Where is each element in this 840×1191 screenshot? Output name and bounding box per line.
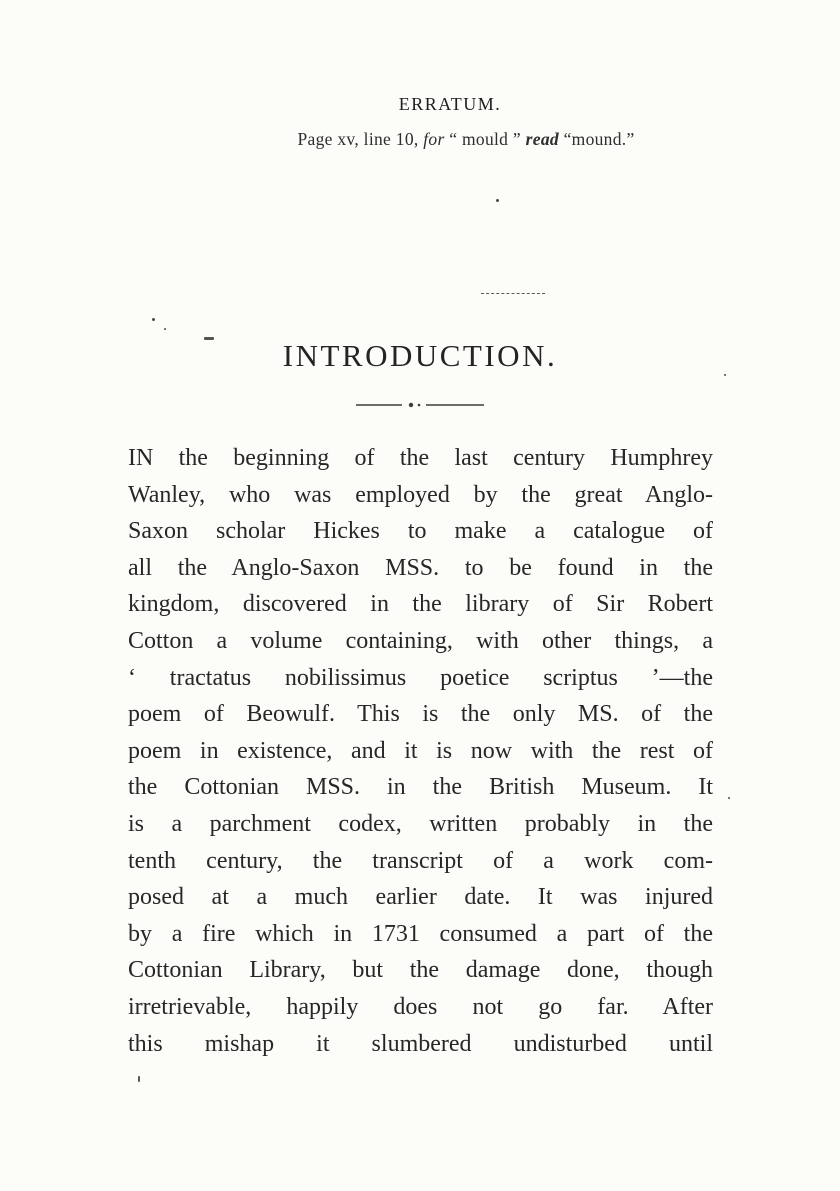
erratum-note-text-2: “ mould ” (444, 129, 526, 149)
scan-artifact (728, 797, 730, 799)
text-line: Cotton a volume containing, with other things, a (128, 627, 713, 654)
erratum-note-text-3: “mound.” (558, 129, 635, 149)
text-line: the Cottonian MSS. in the British Museum. It (128, 774, 713, 801)
scan-artifact (204, 337, 214, 340)
text-line: ‘ tractatus nobilissimus poetice scriptus ’—the (128, 664, 713, 691)
erratum-note-text-1: Page xv, line 10, (297, 129, 424, 149)
text-line: all the Anglo-Saxon MSS. to be found in the (128, 554, 713, 581)
ornament-rule-icon (354, 399, 486, 411)
text-line: poem in existence, and it is now with the rest of (128, 737, 713, 764)
text-line: Wanley, who was employed by the great Anglo- (128, 481, 713, 508)
erratum-note (46, 129, 840, 150)
scan-artifact (138, 1076, 140, 1082)
paragraph (128, 440, 713, 1062)
text-line: by a fire which in 1731 consumed a part of the (128, 920, 713, 947)
scan-artifact (164, 328, 166, 330)
dashed-rule (481, 293, 545, 294)
erratum-for-word: for (423, 129, 445, 149)
scan-artifact (496, 199, 499, 202)
text-line: IN the beginning of the last century Humphrey (128, 445, 713, 471)
scan-artifact (724, 374, 726, 376)
text-line: posed at a much earlier date. It was injured (128, 884, 713, 911)
text-line: this mishap it slumbered undisturbed until (128, 1030, 713, 1057)
text-line: irretrievable, happily does not go far. After (128, 993, 713, 1020)
text-line: Saxon scholar Hickes to make a catalogue of (128, 518, 713, 545)
text-line: Cottonian Library, but the damage done, though (128, 957, 713, 984)
erratum-read-word: read (525, 129, 559, 149)
chapter-title: INTRODUCTION. (282, 338, 558, 373)
text-line: kingdom, discovered in the library of Sir Robert (128, 591, 713, 618)
scan-artifact (152, 318, 155, 321)
text-line: poem of Beowulf. This is the only MS. of the (128, 701, 713, 728)
erratum-title: ERRATUM. (398, 94, 502, 114)
text-line: is a parchment codex, written probably in the (128, 810, 713, 837)
text-line: tenth century, the transcript of a work com- (128, 847, 713, 874)
ornament-rule (0, 398, 840, 416)
erratum-section (30, 94, 840, 150)
